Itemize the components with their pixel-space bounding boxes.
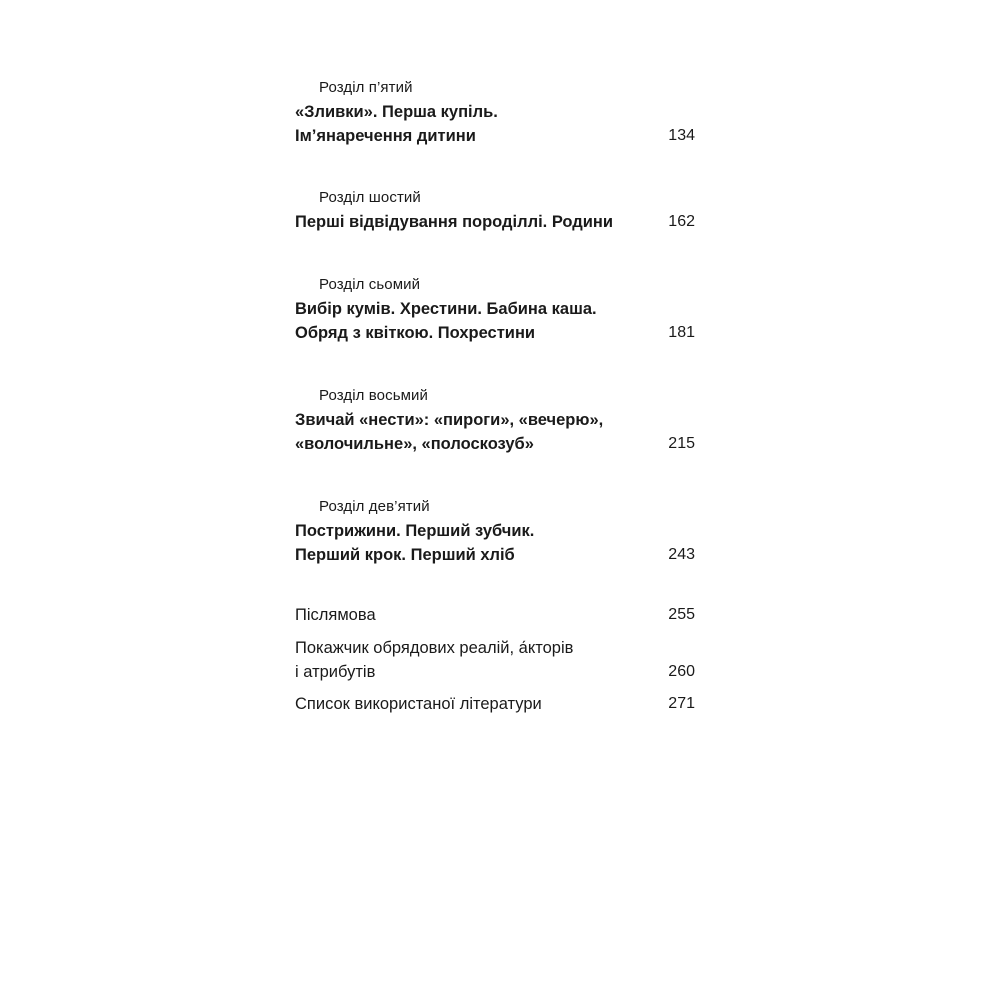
page-number: 243 xyxy=(668,546,695,563)
chapter-label: Розділ сьомий xyxy=(319,276,421,293)
chapter-title-text: Перший крок. Перший хліб xyxy=(295,546,515,564)
toc-entry-bibliography xyxy=(295,692,695,716)
chapter-title-line-last xyxy=(295,124,695,148)
page-number: 134 xyxy=(668,127,695,144)
toc-entry-chapter-8 xyxy=(295,384,695,456)
toc-entry-chapter-9 xyxy=(295,495,695,567)
chapter-title-line-last xyxy=(295,543,695,567)
page-number: 260 xyxy=(668,663,695,680)
toc-entry-index xyxy=(295,636,695,684)
table-of-contents xyxy=(295,0,695,1000)
chapter-title-text: Перші відвідування породіллі. Родини xyxy=(295,213,614,231)
toc-entry-chapter-7 xyxy=(295,273,695,345)
entry-title-line-last xyxy=(295,660,695,684)
chapter-title-line: Пострижини. Перший зубчик. xyxy=(295,522,535,540)
toc-entry-chapter-6 xyxy=(295,186,695,234)
chapter-title-line: «Зливки». Перша купіль. xyxy=(295,103,498,121)
chapter-title-line: Вибір кумів. Хрестини. Бабина каша. xyxy=(295,300,597,318)
chapter-label: Розділ п’ятий xyxy=(319,79,413,96)
chapter-title-text: «волочильне», «полоскозуб» xyxy=(295,435,534,453)
chapter-title-line: Звичай «нести»: «пироги», «вечерю», xyxy=(295,411,604,429)
entry-title-line-last xyxy=(295,603,695,627)
toc-entry-chapter-5 xyxy=(295,76,695,148)
page-number: 255 xyxy=(668,606,695,623)
page-number: 215 xyxy=(668,435,695,452)
entry-title-line-last xyxy=(295,692,695,716)
entry-title-text: і атрибутів xyxy=(295,663,376,681)
page-number: 181 xyxy=(668,324,695,341)
entry-title-text: Післямова xyxy=(295,606,376,624)
chapter-title-line-last xyxy=(295,432,695,456)
page-number: 271 xyxy=(668,695,695,712)
toc-entry-afterword xyxy=(295,603,695,627)
chapter-label: Розділ восьмий xyxy=(319,387,428,404)
page-number: 162 xyxy=(668,213,695,230)
chapter-title-text: Ім’янаречення дитини xyxy=(295,127,476,145)
chapter-title-text: Обряд з квіткою. Похрестини xyxy=(295,324,536,342)
chapter-label: Розділ шостий xyxy=(319,189,421,206)
entry-title-line: Покажчик обрядових реалій, а́кторів xyxy=(295,639,574,657)
chapter-title-line-last xyxy=(295,321,695,345)
chapter-label: Розділ дев’ятий xyxy=(319,498,430,515)
entry-title-text: Список використаної літератури xyxy=(295,695,542,713)
chapter-title-line-last xyxy=(295,210,695,234)
